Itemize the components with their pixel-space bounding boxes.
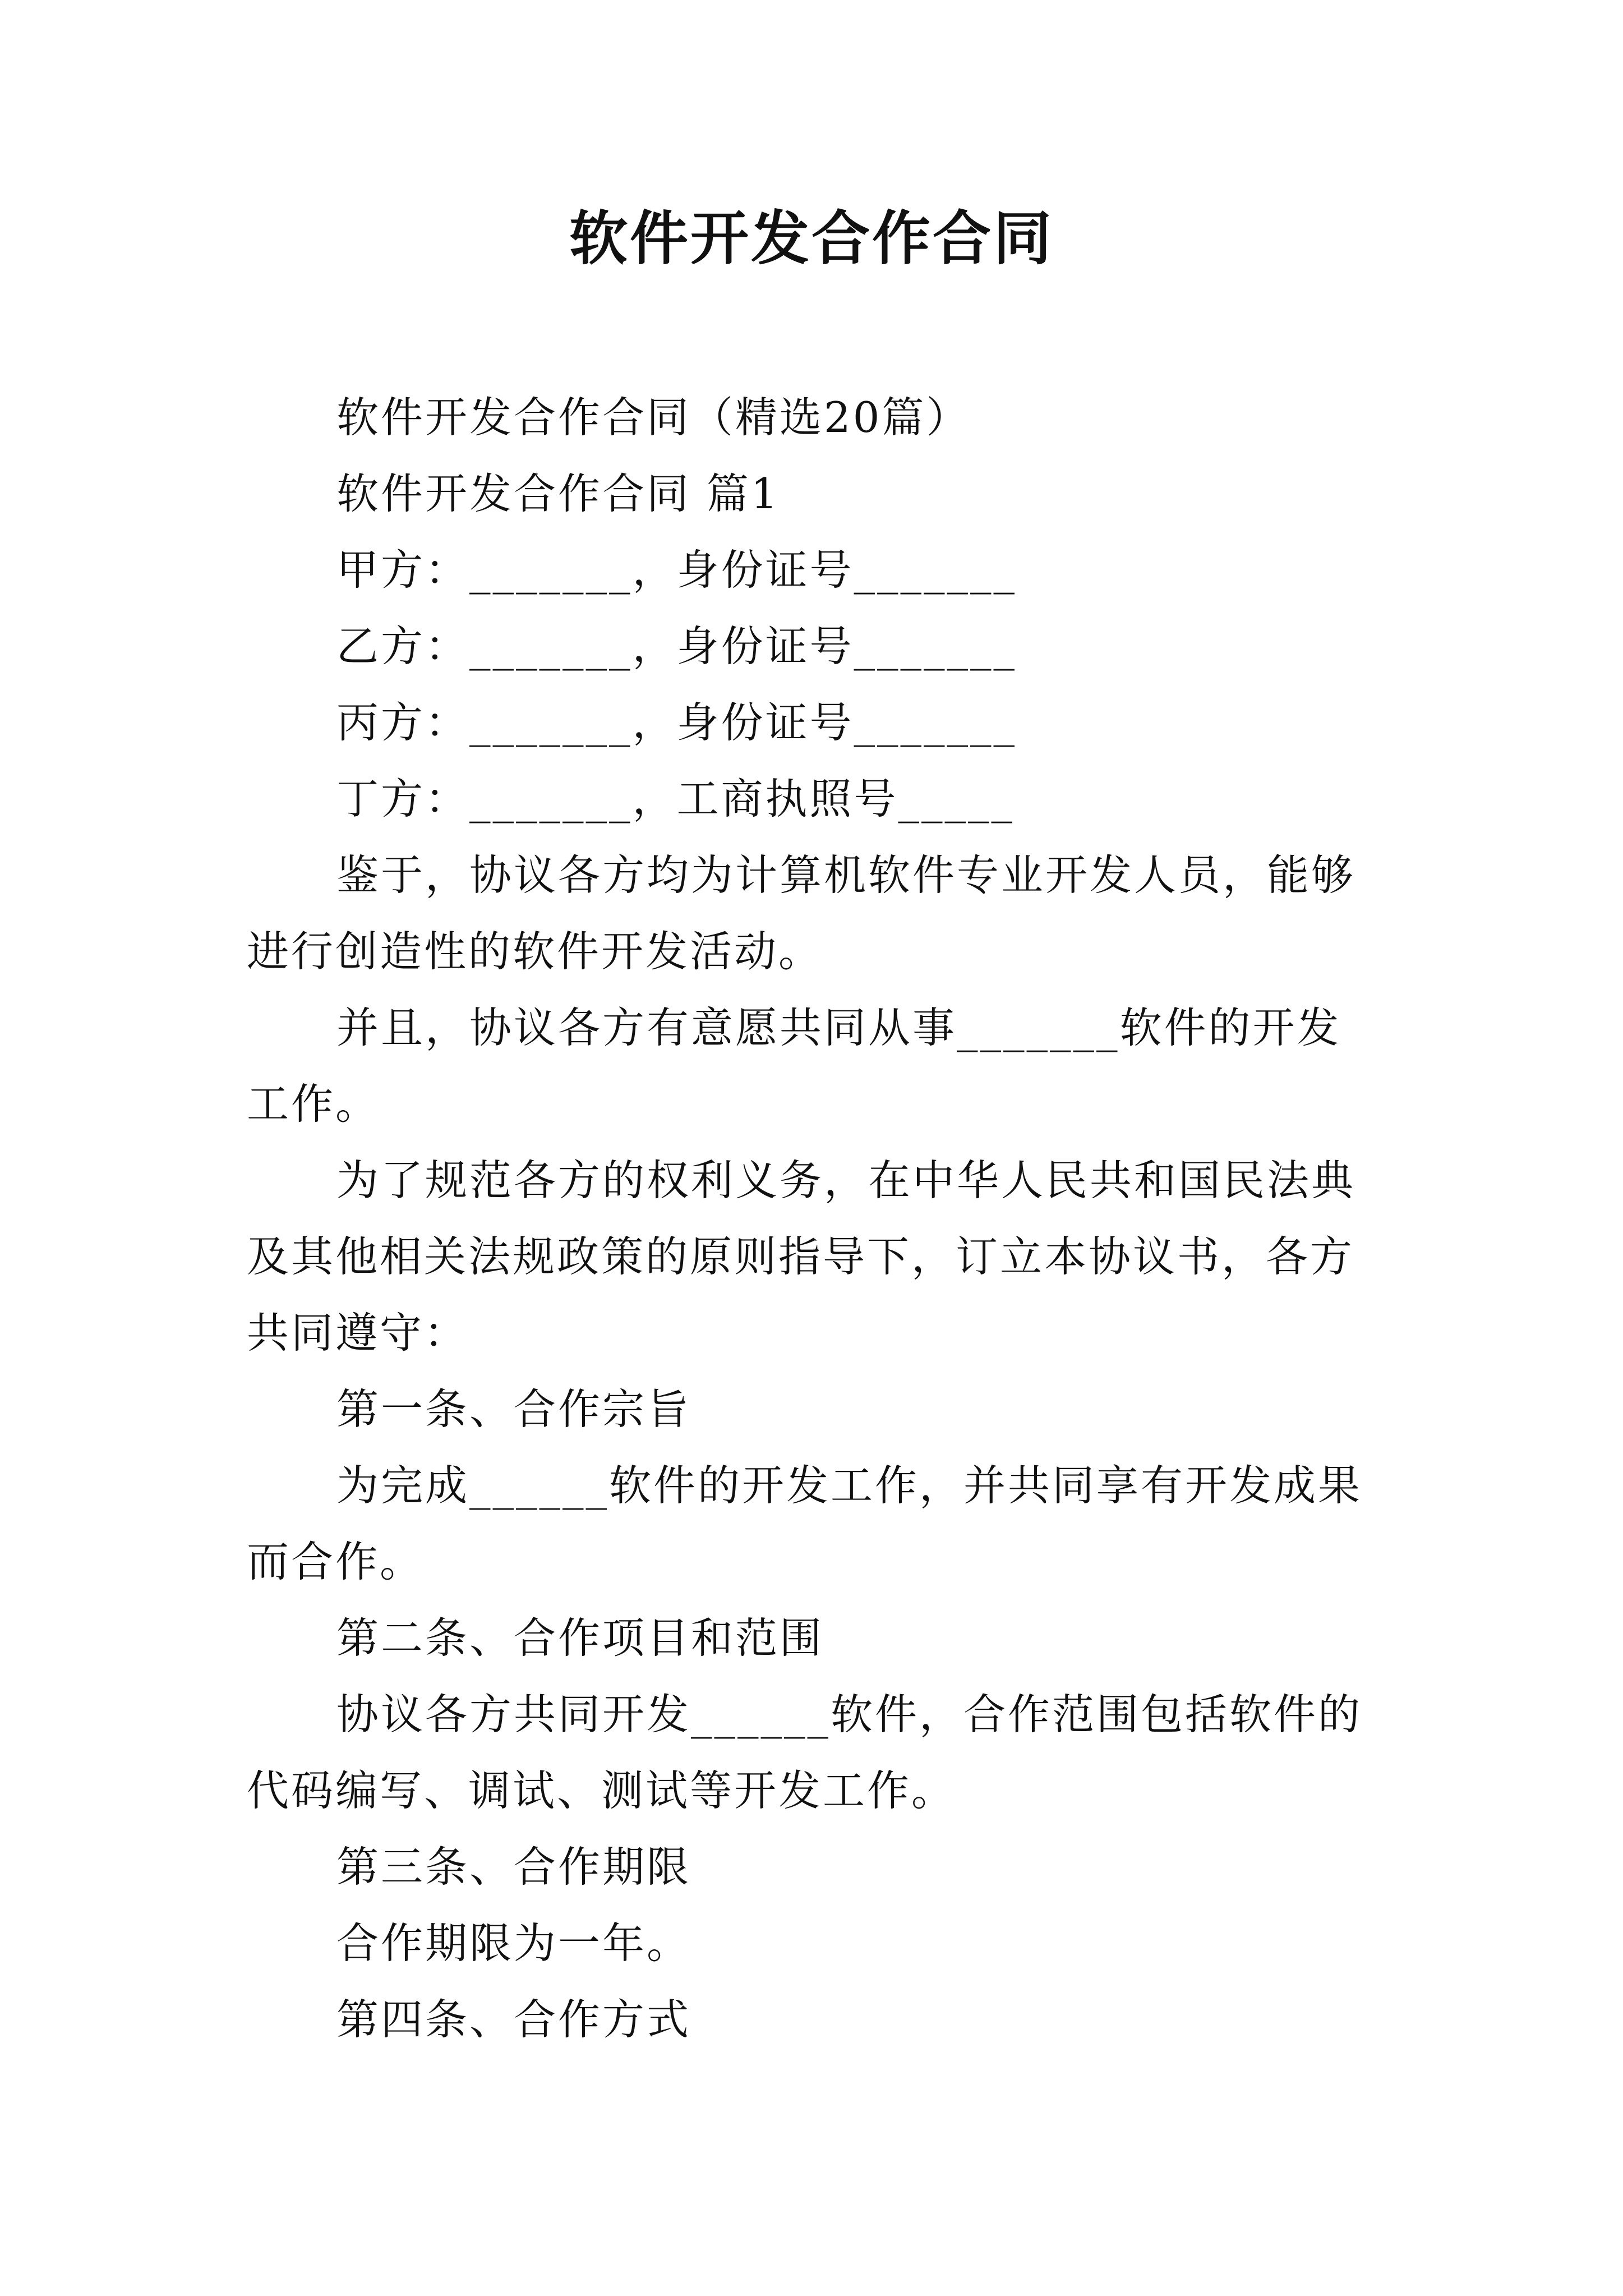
- article-4-heading: 第四条、合作方式: [336, 1995, 691, 2044]
- paragraph-purpose: 为了规范各方的权利义务，在中华人民共和国民法典及其他相关法规政策的原则指导下，订立本协议书，各方共同遵守：: [247, 1156, 1356, 1358]
- article-3-heading: 第三条、合作期限: [336, 1842, 691, 1892]
- paragraph-subtitle: 软件开发合作合同（精选20篇）: [336, 393, 971, 442]
- article-2-text: 协议各方共同开发______软件，合作范围包括软件的代码编写、调试、测试等开发工作。: [247, 1690, 1363, 1815]
- article-3-text: 合作期限为一年。: [336, 1918, 691, 1968]
- paragraph-section-heading: 软件开发合作合同 篇1: [336, 469, 780, 518]
- paragraph-whereas: 鉴于，协议各方均为计算机软件专业开发人员，能够进行创造性的软件开发活动。: [247, 850, 1356, 976]
- article-1-text: 为完成______软件的开发工作，并共同享有开发成果而合作。: [247, 1461, 1363, 1586]
- article-2-heading: 第二条、合作项目和范围: [336, 1613, 824, 1663]
- paragraph-party-c: 丙方：_______，身份证号_______: [336, 698, 1017, 747]
- paragraph-intent: 并且，协议各方有意愿共同从事_______软件的开发工作。: [247, 1003, 1341, 1129]
- document-title: 软件开发合作合同: [569, 204, 1054, 273]
- article-1-heading: 第一条、合作宗旨: [336, 1384, 691, 1434]
- paragraph-party-a: 甲方：_______，身份证号_______: [336, 545, 1017, 595]
- document-body: [247, 379, 1377, 2058]
- paragraph-party-d: 丁方：_______，工商执照号_____: [336, 774, 1015, 823]
- paragraph-party-b: 乙方：_______，身份证号_______: [336, 622, 1017, 671]
